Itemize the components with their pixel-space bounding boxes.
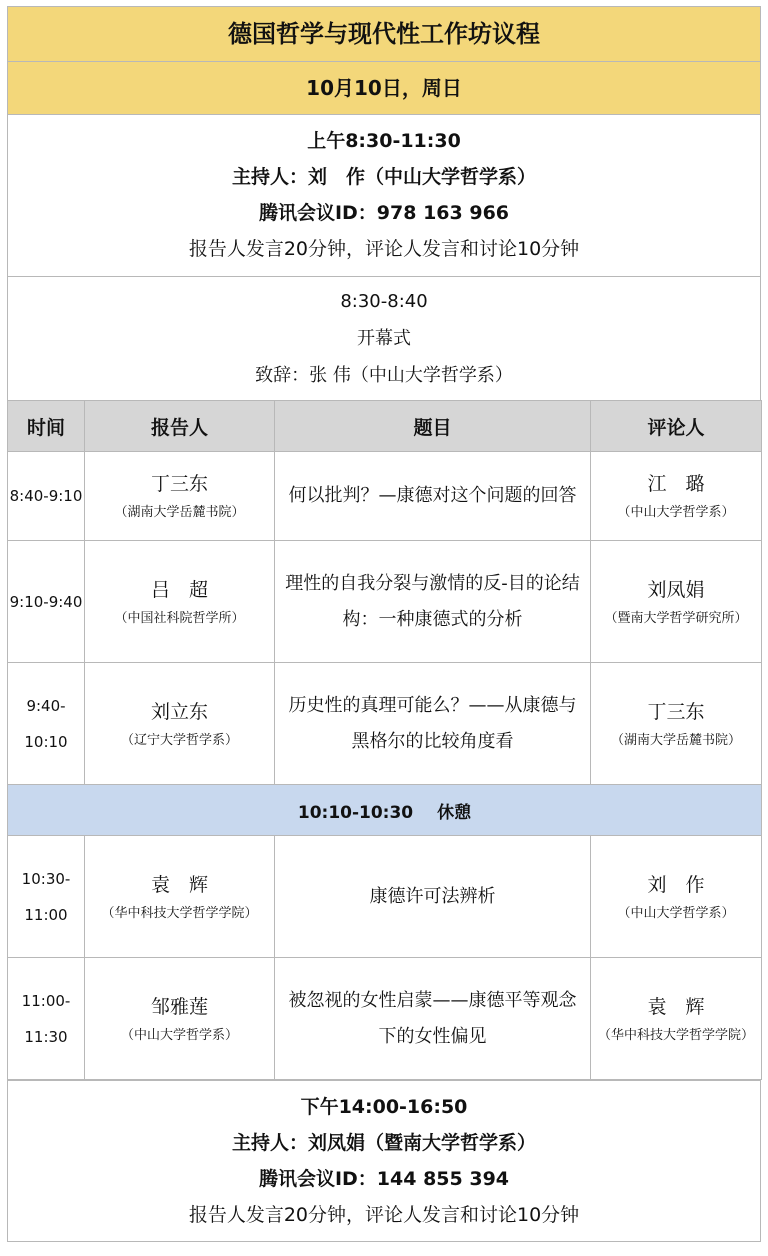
header-topic: 题目 (275, 401, 591, 452)
commentator-affiliation: （中山大学哲学系） (617, 505, 735, 520)
morning-rule: 报告人发言20分钟，评论人发言和讨论10分钟 (188, 238, 580, 260)
commentator-name: 丁三东 (647, 700, 705, 723)
commentator-name: 江 璐 (647, 473, 705, 495)
speaker-affiliation: （中国社科院哲学所） (114, 610, 245, 626)
speaker-affiliation: （辽宁大学哲学系） (120, 732, 238, 748)
row-topic: 理性的自我分裂与激情的反-目的论结构：一种康德式的分析 (275, 541, 591, 663)
header-speaker: 报告人 (85, 401, 275, 452)
morning-host: 主持人：刘 作（中山大学哲学系） (231, 166, 536, 188)
speaker-affiliation: （湖南大学岳麓书院） (114, 505, 245, 520)
speaker-name: 刘立东 (150, 700, 208, 723)
speaker-name: 邹雅莲 (150, 995, 208, 1018)
row-topic: 历史性的真理可能么？——从康德与黑格尔的比较角度看 (275, 663, 591, 785)
table-row (8, 541, 762, 663)
table-row (8, 663, 762, 785)
afternoon-time: 下午14:00-16:50 (300, 1096, 468, 1118)
opening-label: 开幕式 (357, 328, 411, 349)
morning-time: 上午8:30-11:30 (307, 130, 461, 152)
break-label: 休憩 (437, 802, 472, 823)
speaker-name: 袁 辉 (150, 873, 208, 896)
table-header-row (8, 401, 762, 452)
morning-session-info (7, 114, 761, 276)
header-commentator: 评论人 (591, 401, 762, 452)
table-row (8, 958, 762, 1080)
row-time: 10:30-11:00 (8, 836, 85, 958)
break-time: 10:10-10:30 (297, 802, 414, 823)
commentator-name: 刘凤娟 (647, 578, 705, 601)
commentator-affiliation: （暨南大学哲学研究所） (604, 610, 748, 626)
commentator-affiliation: （华中科技大学哲学学院） (597, 1027, 754, 1043)
row-speaker (85, 663, 275, 785)
row-topic: 何以批判？—康德对这个问题的回答 (275, 452, 591, 541)
row-time: 9:10-9:40 (8, 541, 85, 663)
table-row (8, 836, 762, 958)
commentator-affiliation: （湖南大学岳麓书院） (610, 732, 741, 748)
table-row (8, 452, 762, 541)
afternoon-host: 主持人：刘凤娟（暨南大学哲学系） (231, 1132, 536, 1154)
speaker-affiliation: （华中科技大学哲学学院） (101, 905, 258, 921)
row-commentator (591, 663, 762, 785)
speaker-affiliation: （中山大学哲学系） (120, 1027, 238, 1043)
morning-meeting-id: 腾讯会议ID：978 163 966 (258, 202, 510, 224)
row-topic: 康德许可法辨析 (275, 836, 591, 958)
agenda-title: 德国哲学与现代性工作坊议程 (7, 6, 761, 61)
commentator-name: 袁 辉 (647, 995, 705, 1018)
afternoon-rule: 报告人发言20分钟，评论人发言和讨论10分钟 (188, 1204, 580, 1226)
row-commentator (591, 836, 762, 958)
speaker-name: 丁三东 (150, 473, 208, 495)
row-topic: 被忽视的女性启蒙——康德平等观念下的女性偏见 (275, 958, 591, 1080)
agenda-date: 10月10日，周日 (7, 61, 761, 114)
afternoon-session-info (7, 1080, 761, 1242)
opening-speech: 致辞：张 伟（中山大学哲学系） (255, 365, 513, 386)
row-commentator (591, 541, 762, 663)
row-speaker (85, 958, 275, 1080)
header-time: 时间 (8, 401, 85, 452)
row-time: 8:40-9:10 (8, 452, 85, 541)
schedule-table (7, 400, 762, 1080)
opening-ceremony (7, 276, 761, 400)
break-row (8, 785, 762, 836)
row-commentator (591, 452, 762, 541)
row-commentator (591, 958, 762, 1080)
agenda (7, 6, 761, 1242)
opening-time: 8:30-8:40 (340, 291, 428, 312)
row-time: 9:40-10:10 (8, 663, 85, 785)
row-speaker (85, 541, 275, 663)
afternoon-meeting-id: 腾讯会议ID：144 855 394 (258, 1168, 510, 1190)
speaker-name: 吕 超 (150, 578, 208, 601)
row-speaker (85, 452, 275, 541)
commentator-affiliation: （中山大学哲学系） (617, 905, 735, 921)
commentator-name: 刘 作 (647, 873, 705, 896)
break-cell (8, 785, 762, 836)
row-speaker (85, 836, 275, 958)
row-time: 11:00-11:30 (8, 958, 85, 1080)
